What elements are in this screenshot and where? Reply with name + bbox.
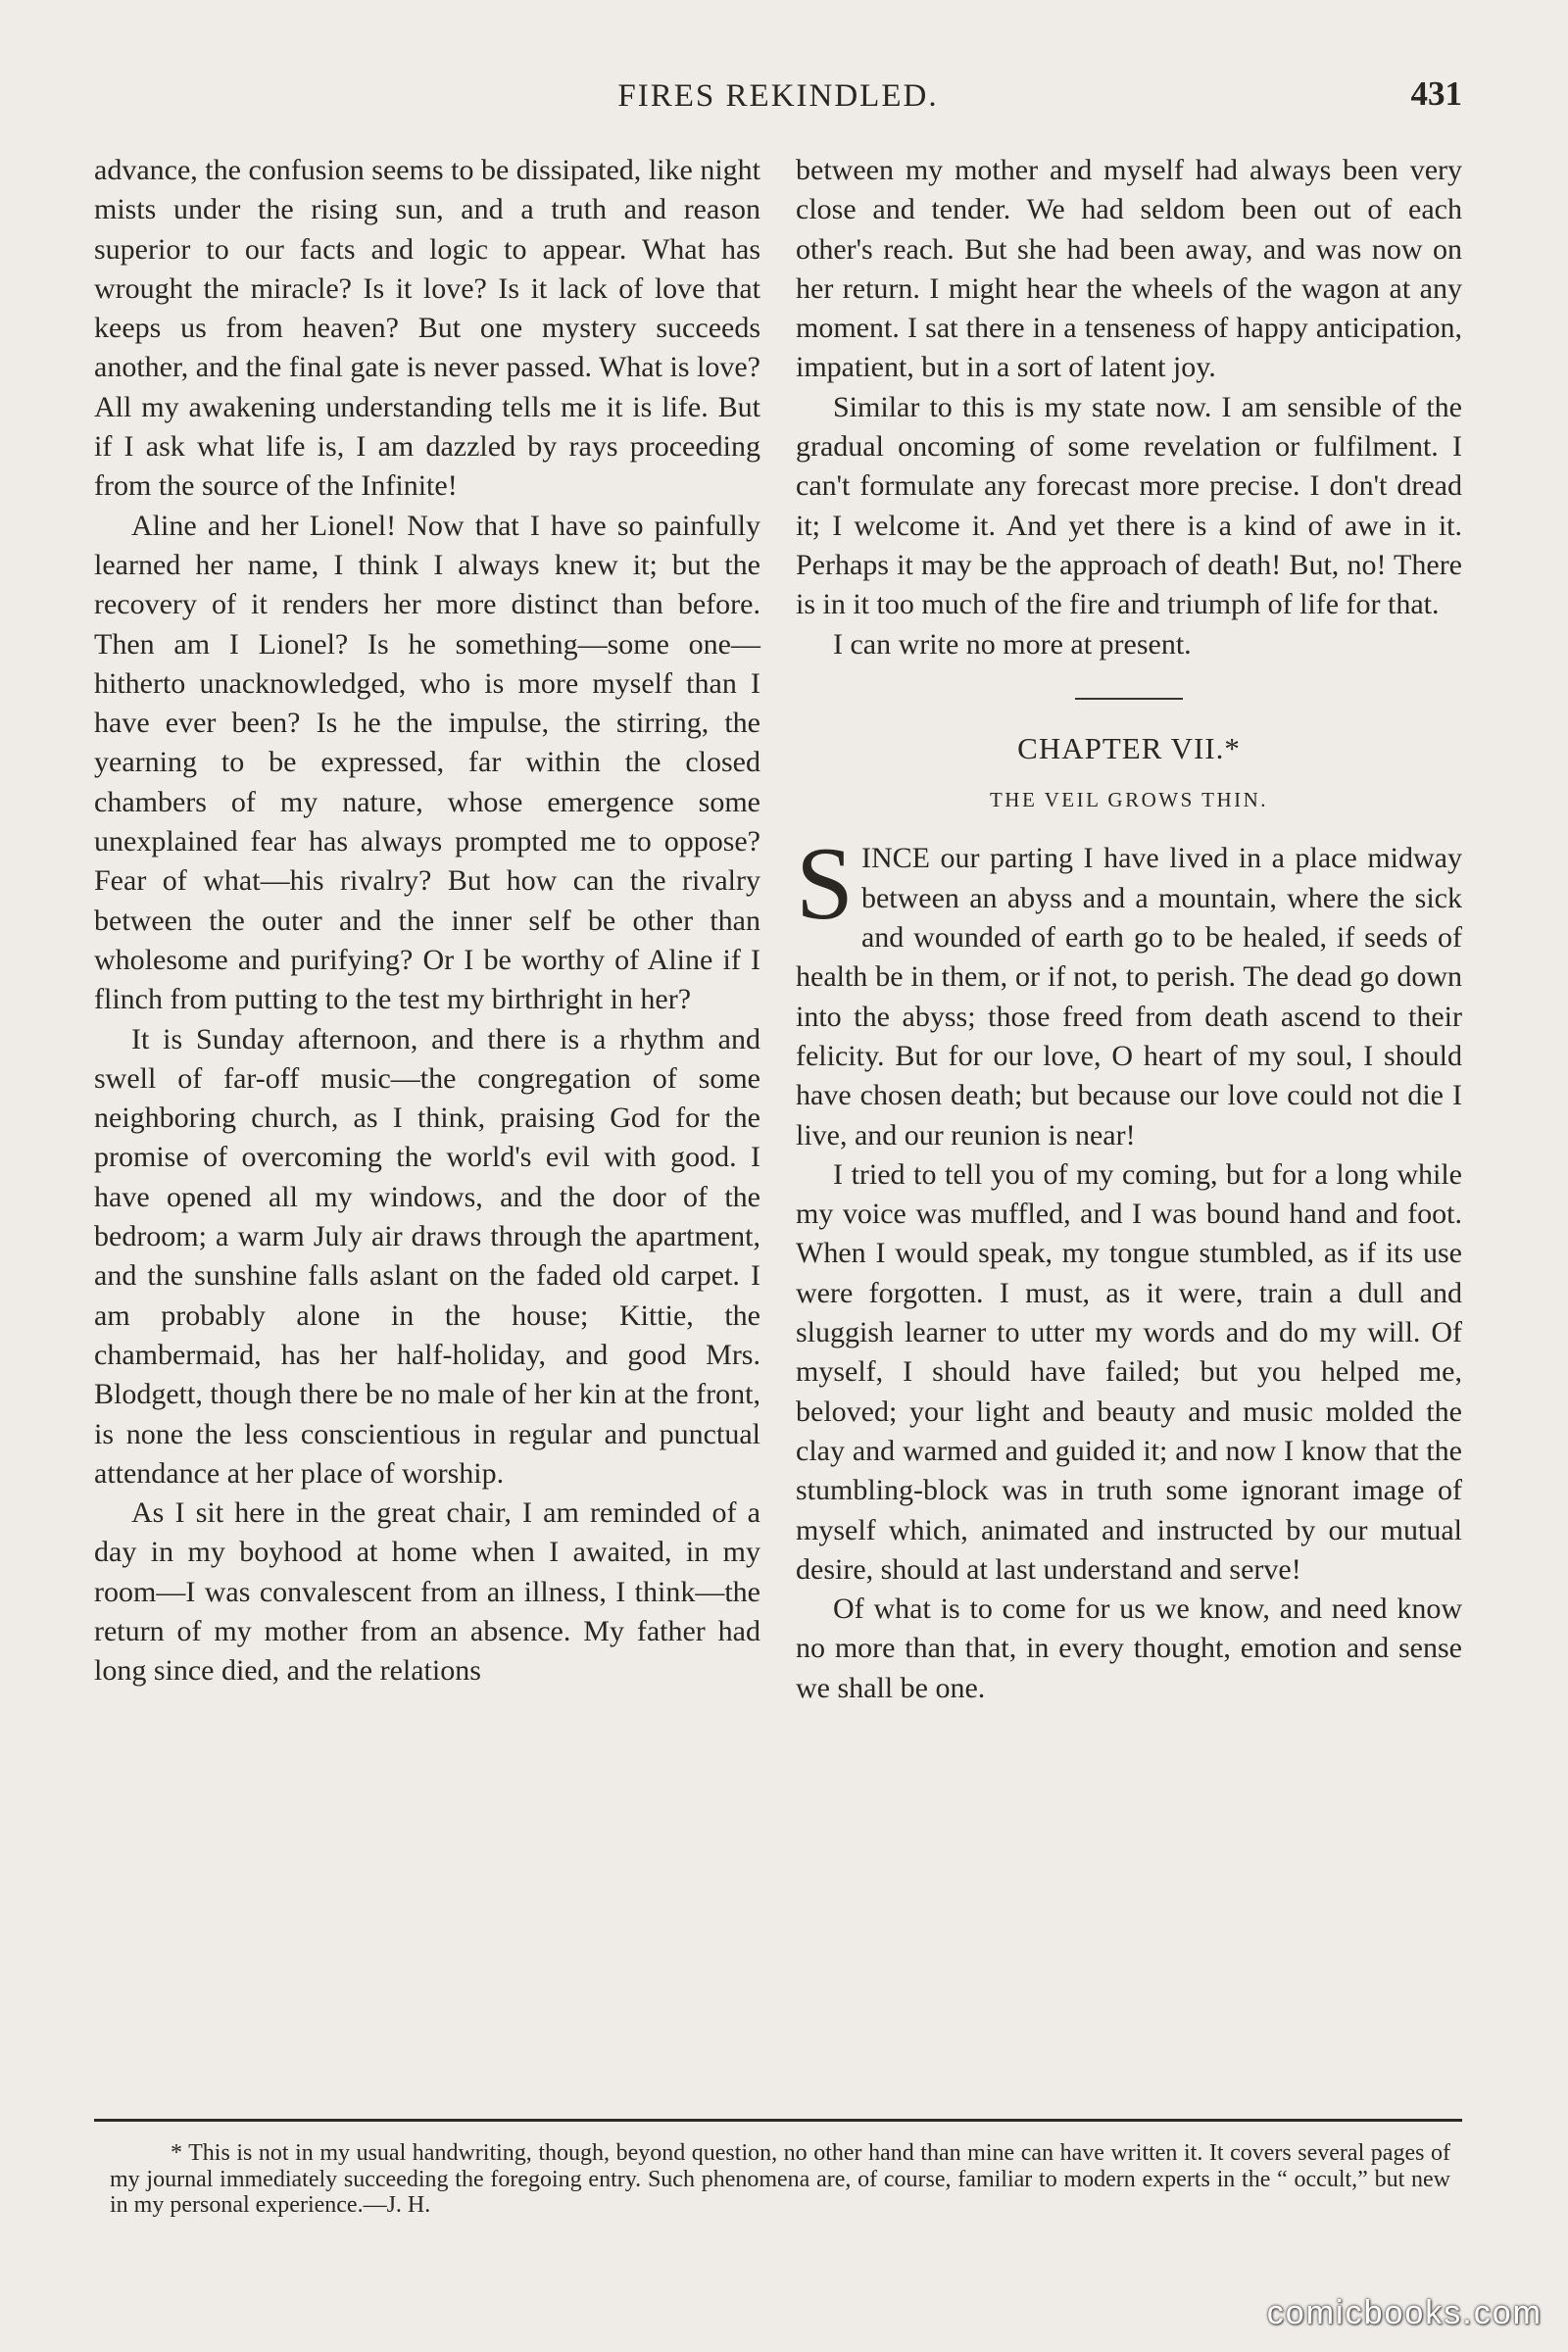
running-head [94,74,1462,123]
right-column [796,151,1462,1708]
section-divider [1075,698,1183,700]
paragraph: I tried to tell you of my coming, but for a long while my voice was muffled, and I was bound hand and foot. When I would speak, my tongue stumbled, as if its use were forgotten. I must, as it were, train a dull and sluggish learner to utter my words and do my will. Of myself, I should have failed; but you helped me, beloved; your light and beauty and music molded the clay and warmed and guided it; and now I know that the stumbling-block was in truth some ignorant image of myself which, animated and instructed by our mutual desire, should at last understand and serve! [796,1157,1462,1586]
chapter-title: CHAPTER VII.* [1017,730,1241,765]
chapter-opening-paragraph [796,826,1462,1154]
drop-cap: S [796,826,854,942]
paragraph: It is Sunday afternoon, and there is a rhythm and swell of far-off music—the congregation of some neighboring church, as I think, praising God for the promise of overcoming the world's evil with good. I have opened all my windows, and the door of the bedroom; a warm July air draws through the apartment, and the sunshine falls aslant on the faded old carpet. I am probably alone in the house; Kittie, the chambermaid, has her half-holiday, and good Mrs. Blodgett, though there be no male of her kin at the front, is none the less conscientious in regular and punctual attendance at her place of worship. [94,1022,760,1490]
footnote: * This is not in my usual handwriting, though, beyond question, no other hand than mine can have written it. It covers several pages of my journal immediately succeeding the foregoing entry. Such phenomena are, of course, familiar to modern experts in the “ occult,” but new in my personal experience.—J. H. [110,2140,1450,2218]
paragraph: As I sit here in the great chair, I am reminded of a day in my boyhood at home when I awaited, in my room—I was convalescent from an illness, I think—the return of my mother from an absence. My father had long since died, and the relations [94,1496,760,1688]
paragraph: Aline and her Lionel! Now that I have so painfully learned her name, I think I always knew it; but the recovery of it renders her more distinct than before. Then am I Lionel? Is he something—some one—hitherto unacknowledged, who is more myself than I have ever been? Is he the impulse, the stirring, the yearning to be expressed, far within the closed chambers of my nature, whose emergence some unexplained fear has always prompted me to oppose? Fear of what—his rivalry? But how can the rivalry between the outer and the inner self be other than wholesome and purifying? Or I be worthy of Aline if I flinch from putting to the test my birthright in her? [94,509,760,1016]
paragraph: Of what is to come for us we know, and need know no more than that, in every thought, emotion and sense we shall be one. [796,1592,1462,1704]
watermark: comicbooks.com [1266,2294,1543,2331]
paragraph: Similar to this is my state now. I am sensible of the gradual oncoming of some revelation or fulfilment. I can't formulate any forecast more precise. I don't dread it; I welcome it. And yet there is a kind of awe in it. Perhaps it may be the approach of death! But, no! There is in it too much of the fire and triumph of life for that. [796,390,1462,621]
chapter-subtitle: THE VEIL GROWS THIN. [989,788,1269,812]
footnote-rule [94,2119,1462,2122]
opening-text: INCE our parting I have lived in a place midway between an abyss and a mountain, where the sick and wounded of earth go to be healed, if seeds of health be in them, or if not, to perish. The dead go down into the abyss; those freed from death ascend to their felicity. But for our love, O heart of my soul, I should have chosen death; but because our love could not die I live, and our reunion is near! [796,842,1462,1152]
paragraph: between my mother and myself had always been very close and tender. We had seldom been out of each other's reach. But she had been away, and was now on her return. I might hear the wheels of the wagon at any moment. I sat there in a tenseness of happy anticipation, impatient, but in a sort of latent joy. [796,154,1462,384]
left-column [94,151,760,1691]
paragraph: I can write no more at present. [833,627,1192,661]
running-title: FIRES REKINDLED. [617,78,939,114]
page-number: 431 [1410,74,1462,113]
paragraph: advance, the confusion seems to be dissipated, like night mists under the rising sun, and a truth and reason superior to our facts and logic to appear. What has wrought the miracle? Is it love? Is it lack of love that keeps us from heaven? But one mystery succeeds another, and the final gate is never passed. What is love? All my awakening understanding tells me it is life. But if I ask what life is, I am dazzled by rays proceeding from the source of the Infinite! [94,154,760,503]
